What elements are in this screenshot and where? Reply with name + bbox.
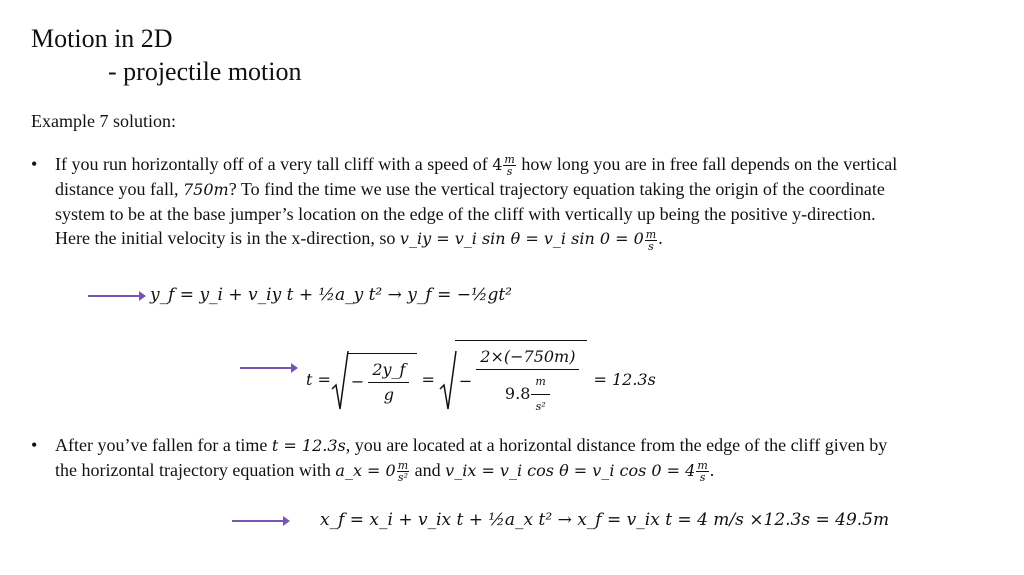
bullet2-line1: [55, 433, 995, 458]
example-heading: Example 7 solution:: [31, 111, 176, 131]
bullet1-line4: [55, 226, 995, 251]
unit-m-per-s: $\frac{m}{s}$: [645, 227, 657, 253]
vertical-trajectory-equation: y_f = y_i + v_iy t + ½a_y t² → y_f = −½gt²: [150, 285, 512, 305]
text-span: If you run horizontally off of a very tall cliff with a speed of: [55, 154, 493, 174]
text-span: ? To find the time we use the vertical trajectory equation taking the origin of the coordinate: [228, 179, 885, 200]
frac1-numerator: 2y_f: [368, 358, 409, 383]
text-span: Here the initial velocity is in the x-direction, so: [55, 228, 400, 249]
text-span: .: [709, 460, 715, 480]
frac1-denominator: g: [383, 384, 395, 404]
time-lhs: t =: [306, 370, 331, 389]
text-span: the horizontal trajectory equation with: [55, 460, 336, 480]
arrow-icon: [240, 367, 292, 369]
velocity-x-equation: v_ix = v_i cos θ = v_i cos 0 = 4: [445, 461, 696, 480]
text-span: distance you fall,: [55, 179, 183, 200]
arrow-icon: [232, 520, 284, 522]
text-span: how long you are in free fall depends on the vertical: [516, 154, 898, 174]
bullet-paragraph-1: [31, 152, 995, 253]
text-span: and: [410, 460, 446, 480]
square-root-1: − $\frac{2y\_f}{g}$: [331, 349, 418, 411]
bullet1-line2: [55, 177, 995, 202]
frac2-numerator: 2×(−750m): [476, 345, 579, 370]
unit-m-per-s2: $\frac{m}{\text{s²}}$: [397, 459, 409, 485]
unit-m-per-s: $\frac{m}{s}$: [504, 153, 515, 179]
text-span: .: [658, 228, 663, 249]
time-result: = 12.3s: [593, 370, 656, 389]
horizontal-trajectory-equation: x_f = x_i + v_ix t + ½a_x t² → x_f = v_ix t = 4 m/s ×12.3s = 49.5m: [320, 510, 890, 530]
square-root-2: − 2×(−750m) 9.8 $\frac{m}{\text{s²}}$: [439, 340, 588, 419]
bullet-dot: •: [31, 154, 38, 174]
unit-m-per-s: $\frac{m}{s}$: [697, 459, 708, 485]
speed-value: 4: [492, 155, 503, 174]
initial-velocity-equation: v_iy = v_i sin θ = v_i sin 0 = 0: [399, 229, 644, 249]
time-value: t = 12.3s: [271, 436, 346, 455]
frac2-denominator: 9.8: [504, 384, 531, 403]
text-span: After you’ve fallen for a time: [55, 435, 272, 455]
unit-m-per-s2: $\frac{m}{\text{s²}}$: [531, 370, 549, 419]
slide-title: Motion in 2D: [31, 24, 173, 53]
text-span: , you are located at a horizontal distance from the edge of the cliff given by: [345, 435, 888, 455]
arrow-icon: [88, 295, 140, 297]
bullet1-line3: system to be at the base jumper’s location on the edge of the cliff with vertically up being the positive y-direction.: [55, 204, 876, 225]
bullet2-line2: [55, 458, 995, 483]
time-equation: t = − $\frac{2y\_f}{g}$ = − 2×(−750m) 9.8 $\frac{m}{\text{s²}}$ = 12.3s: [306, 340, 656, 419]
acceleration-x: a_x = 0: [335, 461, 396, 480]
bullet-dot: •: [31, 435, 38, 455]
slide-subtitle: - projectile motion: [108, 57, 302, 86]
bullet-paragraph-2: [31, 433, 995, 485]
bullet1-line1: [55, 152, 995, 177]
distance-value: 750m: [182, 180, 229, 200]
